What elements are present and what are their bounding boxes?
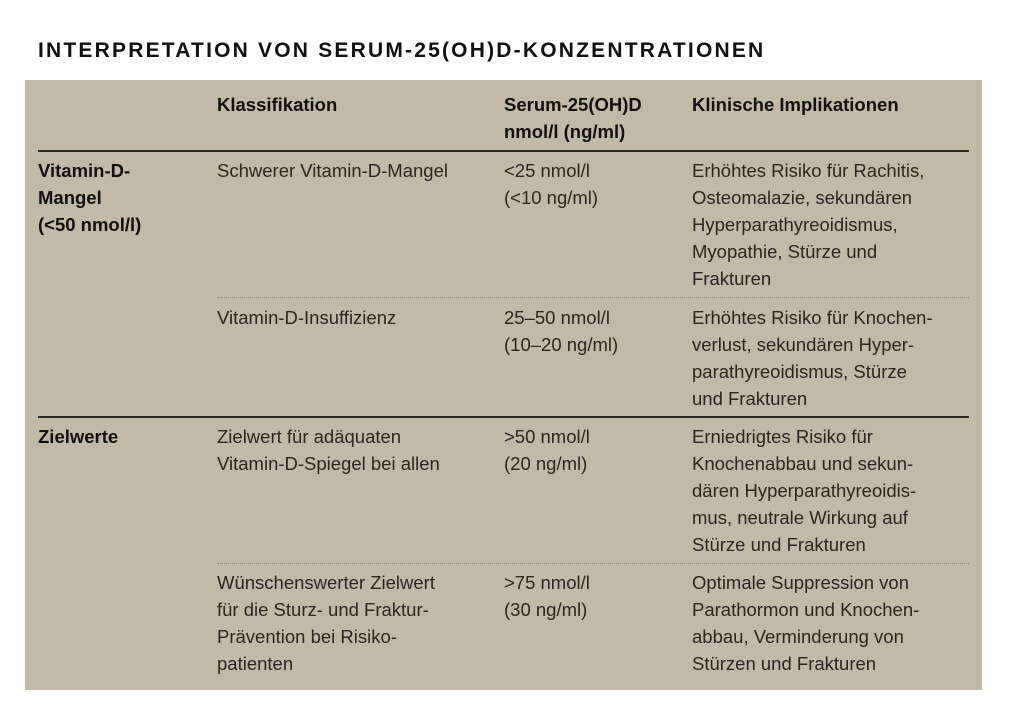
row-3-implikationen: Erniedrigtes Risiko für Knochenabbau und sekun- dären Hyperparathyreoidis- mus, neutrale Wirkung auf Stürze und Frakturen	[692, 426, 917, 555]
table-title: INTERPRETATION VON SERUM-25(OH)D-KONZENTRATIONEN	[38, 39, 766, 62]
row-divider	[217, 563, 969, 564]
row-4-klassifikation: Wünschenswerter Zielwert für die Sturz- und Fraktur- Prävention bei Risiko- patienten	[217, 572, 435, 674]
header-implikationen: Klinische Implikationen	[692, 94, 899, 115]
header-klassifikation: Klassifikation	[217, 94, 338, 115]
row-4-serum: >75 nmol/l (30 ng/ml)	[504, 572, 590, 620]
row-3-serum: >50 nmol/l (20 ng/ml)	[504, 426, 590, 474]
row-2-serum: 25–50 nmol/l (10–20 ng/ml)	[504, 307, 619, 355]
row-divider	[217, 297, 969, 298]
group-rule	[38, 416, 969, 418]
row-3-klassifikation: Zielwert für adäquaten Vitamin-D-Spiegel bei allen	[217, 426, 440, 474]
group-label-zielwerte: Zielwerte	[38, 426, 119, 447]
row-1-implikationen: Erhöhtes Risiko für Rachitis, Osteomalazie, sekundären Hyperparathyreoidismus, Myopathie, Stürze und Frakturen	[692, 160, 925, 289]
row-1-klassifikation: Schwerer Vitamin-D-Mangel	[217, 160, 448, 181]
header-serum: Serum-25(OH)D nmol/l (ng/ml)	[504, 94, 642, 142]
header-rule	[38, 150, 969, 152]
row-2-implikationen: Erhöhtes Risiko für Knochen- verlust, sekundären Hyper- parathyreoidismus, Stürze und Frakturen	[692, 307, 933, 409]
group-label-mangel: Vitamin-D- Mangel (<50 nmol/l)	[38, 160, 142, 235]
row-1-serum: <25 nmol/l (<10 ng/ml)	[504, 160, 599, 208]
row-2-klassifikation: Vitamin-D-Insuffizienz	[217, 307, 397, 328]
row-4-implikationen: Optimale Suppression von Parathormon und Knochen- abbau, Verminderung von Stürzen und Frakturen	[692, 572, 920, 674]
